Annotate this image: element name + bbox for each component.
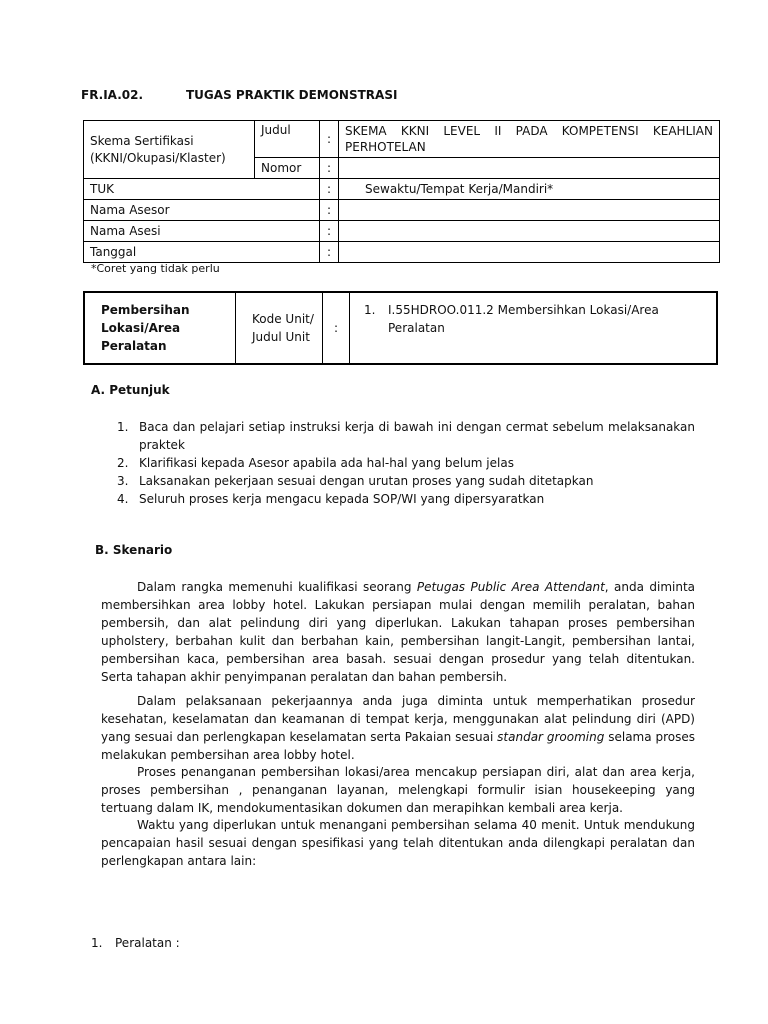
list-item [117,454,695,472]
list-item [117,490,695,508]
nomor-label: Nomor [255,158,320,179]
list-item-text: Seluruh proses kerja mengacu kepada SOP/WI yang dipersyaratkan [139,492,545,506]
list-item-num: 2. [117,456,129,470]
tanggal-label: Tanggal [84,242,320,263]
asesi-label: Nama Asesi [84,221,320,242]
scenario-p2-em: standar grooming [497,730,605,744]
scenario-p1-a: Dalam rangka memenuhi kualifikasi seorang [137,580,417,594]
asesi-colon: : [320,221,339,242]
list-item-text: Klarifikasi kepada Asesor apabila ada hal-hal yang belum jelas [139,456,514,470]
judul-value: SKEMA KKNI LEVEL II PADA KOMPETENSI KEAHLIAN PERHOTELAN [339,121,720,158]
list-item-text: Laksanakan pekerjaan sesuai dengan urutan proses yang sudah ditetapkan [139,474,594,488]
peralatan-label: Peralatan : [115,936,180,950]
scenario-paragraph-4 [101,816,695,870]
list-item-num: 3. [117,474,129,488]
asesor-value [339,200,720,221]
unit-item [350,292,718,364]
tuk-value: Sewaktu/Tempat Kerja/Mandiri* [339,179,720,200]
asesor-label: Nama Asesor [84,200,320,221]
tuk-colon: : [320,179,339,200]
tuk-label: TUK [84,179,320,200]
nomor-colon: : [320,158,339,179]
peralatan-heading [91,936,180,950]
unit-item-text: I.55HDROO.011.2 Membersihkan Lokasi/Area Peralatan [388,303,659,335]
peralatan-num: 1. [91,936,103,950]
form-title: TUGAS PRAKTIK DEMONSTRASI [186,88,398,102]
scenario-p1-em: Petugas Public Area Attendant [416,580,605,594]
scenario-p3: Proses penanganan pembersihan lokasi/area mencakup persiapan diri, alat dan area kerja, proses pembersihan , penanganan layanan, melengkapi formulir isian housekeeping yang tertuang dalam IK, mendokumentasikan dokumen dan merapihkan kembali area kerja. [101,765,695,815]
list-item-num: 4. [117,492,129,506]
scenario-p1-b: , anda diminta membersihkan area lobby hotel. Lakukan persiapan mulai dengan memilih peralatan, bahan pembersih, dan alat pelindung diri yang diperlukan. Lakukan tahapan proses pembersihan upholstery, berbahan kulit dan berbahan kain, pembersihan langit-Langit, pembersihan lantai, pembersihan kaca, pembersihan area basah. sesuai dengan prosedur yang telah ditentukan. Serta tahapan akhir penyimpanan peralatan dan bahan pembersih. [101,580,696,684]
scenario-paragraph-3 [101,763,695,817]
asesi-value [339,221,720,242]
list-item-text: Baca dan pelajari setiap instruksi kerja di bawah ini dengan cermat sebelum melaksanakan praktek [139,420,695,452]
list-item [117,472,695,490]
section-a-heading: A. Petunjuk [91,383,170,397]
unit-item-num: 1. [364,303,376,317]
scenario-paragraph-2 [101,692,695,764]
unit-colon: : [323,292,350,364]
info-table [83,120,720,263]
nomor-value [339,158,720,179]
judul-colon: : [320,121,339,158]
unit-label: Kode Unit/ Judul Unit [236,292,323,364]
petunjuk-list [117,418,695,508]
scenario-p4: Waktu yang diperlukan untuk menangani pembersihan selama 40 menit. Untuk mendukung pencapaian hasil sesuai dengan spesifikasi yang telah ditentukan anda dilengkapi peralatan dan perlengkapan antara lain: [101,818,695,868]
tanggal-value [339,242,720,263]
skema-label: Skema Sertifikasi (KKNI/Okupasi/Klaster) [84,121,255,179]
scenario-paragraph-1 [101,578,695,686]
scenario-p2-a: Dalam pelaksanaan pekerjaannya anda juga diminta untuk memperhatikan prosedur kesehatan, keselamatan dan keamanan di tempat kerja, menggunakan alat pelindung diri (APD) yang sesuai dan perlengkapan keselamatan serta Pakaian sesuai [101,694,695,744]
unit-table [83,291,718,365]
list-item-num: 1. [117,420,129,434]
form-id: FR.IA.02. [81,88,144,102]
tanggal-colon: : [320,242,339,263]
list-item [117,418,695,454]
asesor-colon: : [320,200,339,221]
unit-group: Pembersihan Lokasi/Area Peralatan [84,292,236,364]
note: *Coret yang tidak perlu [91,262,220,275]
section-b-heading: B. Skenario [95,543,173,557]
scenario-p2-b: selama proses melakukan pembersihan area lobby hotel. [101,730,695,762]
judul-label: Judul [255,121,320,158]
